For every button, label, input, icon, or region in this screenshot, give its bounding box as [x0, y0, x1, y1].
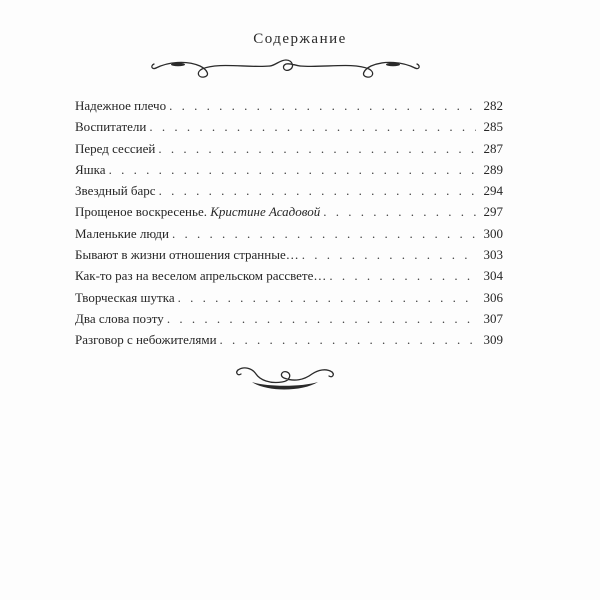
toc-entry-title: Как-то раз на веселом апрельском рассвете… [75, 268, 327, 284]
toc-entry-page: 282 [483, 98, 503, 113]
toc-entry-page: 300 [483, 225, 503, 241]
toc-entry-page: 294 [483, 183, 503, 199]
toc-leader-dots [158, 138, 476, 159]
toc-entry-page: 285 [483, 119, 503, 135]
toc-entry[interactable] [75, 265, 503, 286]
toc-entry[interactable] [75, 116, 503, 137]
toc-entry-page: 306 [483, 289, 503, 305]
toc-entry[interactable] [75, 201, 503, 222]
toc-leader-dots [167, 308, 476, 329]
toc-entry-page: 307 [483, 310, 503, 326]
toc-leader-dots [172, 223, 476, 244]
toc-entry-title: Два слова поэту [75, 310, 164, 326]
toc-entry-title: Перед сессией [75, 140, 156, 156]
toc-leader-dots [323, 201, 476, 222]
toc-entry[interactable] [75, 138, 503, 159]
toc-entry-page: 303 [483, 247, 503, 263]
toc-entry[interactable] [75, 180, 503, 201]
toc-entry[interactable] [75, 244, 503, 265]
toc-leader-dots [220, 329, 476, 350]
toc-leader-dots [178, 287, 476, 308]
toc-entry-title: Прощеное воскресенье. Кристине Асадовой [75, 204, 321, 220]
toc-entry-title: Звездный барс [75, 183, 156, 199]
toc-entry-page: 287 [483, 140, 503, 156]
swirl-divider-icon [232, 362, 338, 394]
toc-leader-dots [169, 95, 476, 116]
toc-entry[interactable] [75, 329, 503, 350]
page-title: Содержание [253, 31, 347, 47]
toc-leader-dots [109, 159, 476, 180]
toc-entry-page: 304 [483, 268, 503, 284]
toc-entry[interactable] [75, 308, 503, 329]
toc-entry-title: Разговор с небожителями [75, 332, 217, 348]
swirl-divider-icon [148, 52, 423, 80]
toc-leader-dots [329, 265, 476, 286]
toc-entry-dedication: Кристине Асадовой [210, 204, 321, 220]
toc-leader-dots [159, 180, 476, 201]
toc-entry-title: Воспитатели [75, 119, 147, 135]
toc-entry[interactable] [75, 159, 503, 180]
toc-entry-title: Надежное плечо [75, 98, 167, 113]
toc-leader-dots [149, 116, 476, 137]
toc-entry-page: 309 [483, 332, 503, 348]
toc-entry-title: Маленькие люди [75, 225, 169, 241]
toc-entry[interactable] [75, 223, 503, 244]
toc-leader-dots [302, 244, 476, 265]
toc-entry[interactable] [75, 95, 503, 116]
toc-entry-title: Бывают в жизни отношения странные… [75, 247, 299, 263]
toc-entry-page: 297 [483, 204, 503, 220]
toc-entry-title: Яшка [75, 161, 106, 177]
table-of-contents [75, 95, 503, 351]
toc-entry-page: 289 [483, 161, 503, 177]
toc-entry-title: Творческая шутка [75, 289, 175, 305]
toc-entry[interactable] [75, 287, 503, 308]
